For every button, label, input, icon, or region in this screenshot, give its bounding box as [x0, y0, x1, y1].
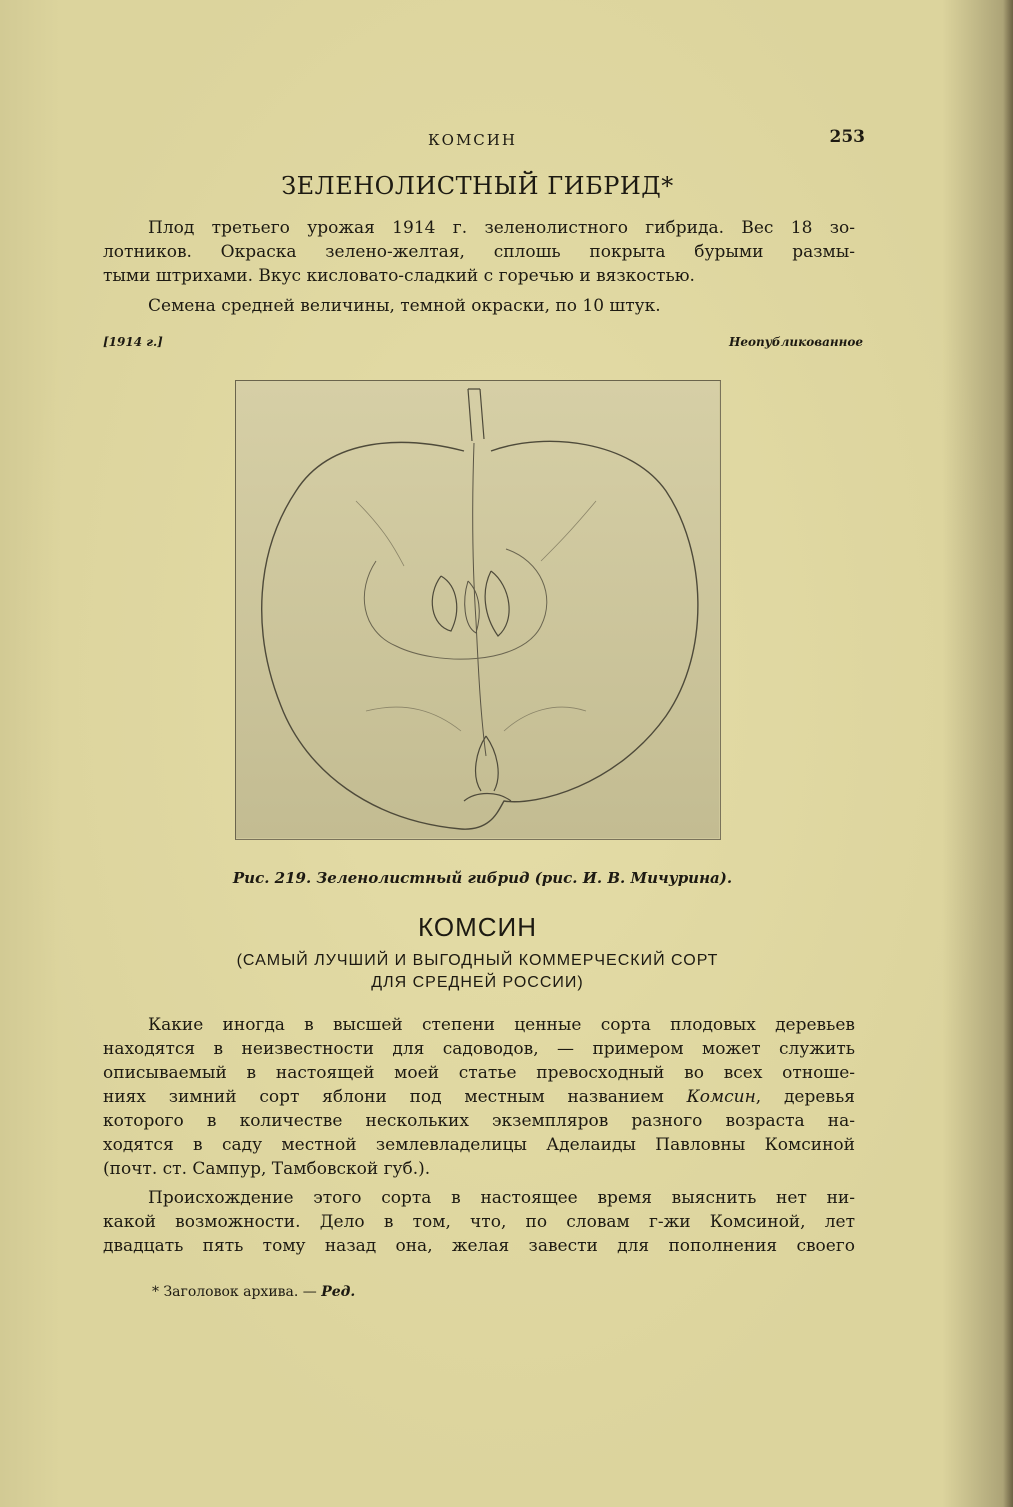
text-line-with-variety-name [103, 1085, 855, 1109]
figure-background [236, 381, 719, 838]
text-line: находятся в неизвестности для садоводов, — примером может служить [103, 1039, 855, 1059]
text-line: Плод третьего урожая 1914 г. зеленолистного гибрида. Вес 18 зо- [148, 218, 855, 238]
footnote-editor-mark: Ред. [321, 1284, 356, 1300]
text-segment: ниях зимний сорт яблони под местным названием [103, 1087, 664, 1107]
section-subtitle-line-1: (САМЫЙ ЛУЧШИЙ И ВЫГОДНЫЙ КОММЕРЧЕСКИЙ СОРТ [236, 952, 719, 969]
paragraph-komsin-intro [103, 1013, 855, 1181]
text-line: описываемый в настоящей моей статье превосходный во всех отноше- [103, 1063, 855, 1083]
text-line: двадцать пять тому назад она, желая завести для пополнения своего [103, 1236, 855, 1256]
page-edge-shadow [1003, 0, 1013, 1507]
text-line: какой возможности. Дело в том, что, по словам г-жи Комсиной, лет [103, 1212, 855, 1232]
date-reference: [1914 г.] [103, 335, 163, 349]
text-line: (почт. ст. Сампур, Тамбовской губ.). [103, 1159, 431, 1179]
running-head: КОМСИН [428, 131, 517, 149]
text-line: ходятся в саду местной землевладелицы Аделаиды Павловны Комсиной [103, 1135, 855, 1155]
section-subtitle-line-2: ДЛЯ СРЕДНЕЙ РОССИИ) [371, 974, 584, 991]
publication-status: Неопубликованное [729, 335, 863, 349]
text-line: тыми штрихами. Вкус кисловато-сладкий с горечью и вязкостью. [103, 266, 695, 286]
variety-name-italic: Комсин [686, 1087, 756, 1107]
apple-drawing [236, 381, 719, 838]
text-segment: , деревья [755, 1087, 855, 1107]
text-line: Происхождение этого сорта в настоящее время выяснить нет ни- [148, 1188, 855, 1208]
apple-cross-section-figure [235, 380, 721, 840]
footnote [152, 1284, 355, 1300]
page-number: 253 [829, 127, 865, 147]
figure-caption: Рис. 219. Зеленолистный гибрид (рис. И. В. Мичурина). [232, 869, 733, 887]
paragraph-fruit-description [103, 216, 855, 288]
section-title-green-leaf-hybrid: ЗЕЛЕНОЛИСТНЫЙ ГИБРИД* [281, 172, 674, 200]
paragraph-seeds-description [103, 294, 855, 318]
text-line: которого в количестве нескольких экземпляров разного возраста на- [103, 1111, 855, 1131]
text-line: Семена средней величины, темной окраски, по 10 штук. [148, 296, 661, 316]
footnote-text: * Заголовок архива. — [152, 1284, 322, 1300]
section-title-komsin: КОМСИН [418, 912, 537, 942]
text-line: лотников. Окраска зелено-желтая, сплошь покрыта бурыми размы- [103, 242, 855, 262]
paragraph-komsin-origin [103, 1186, 855, 1258]
text-line: Какие иногда в высшей степени ценные сорта плодовых деревьев [148, 1015, 855, 1035]
